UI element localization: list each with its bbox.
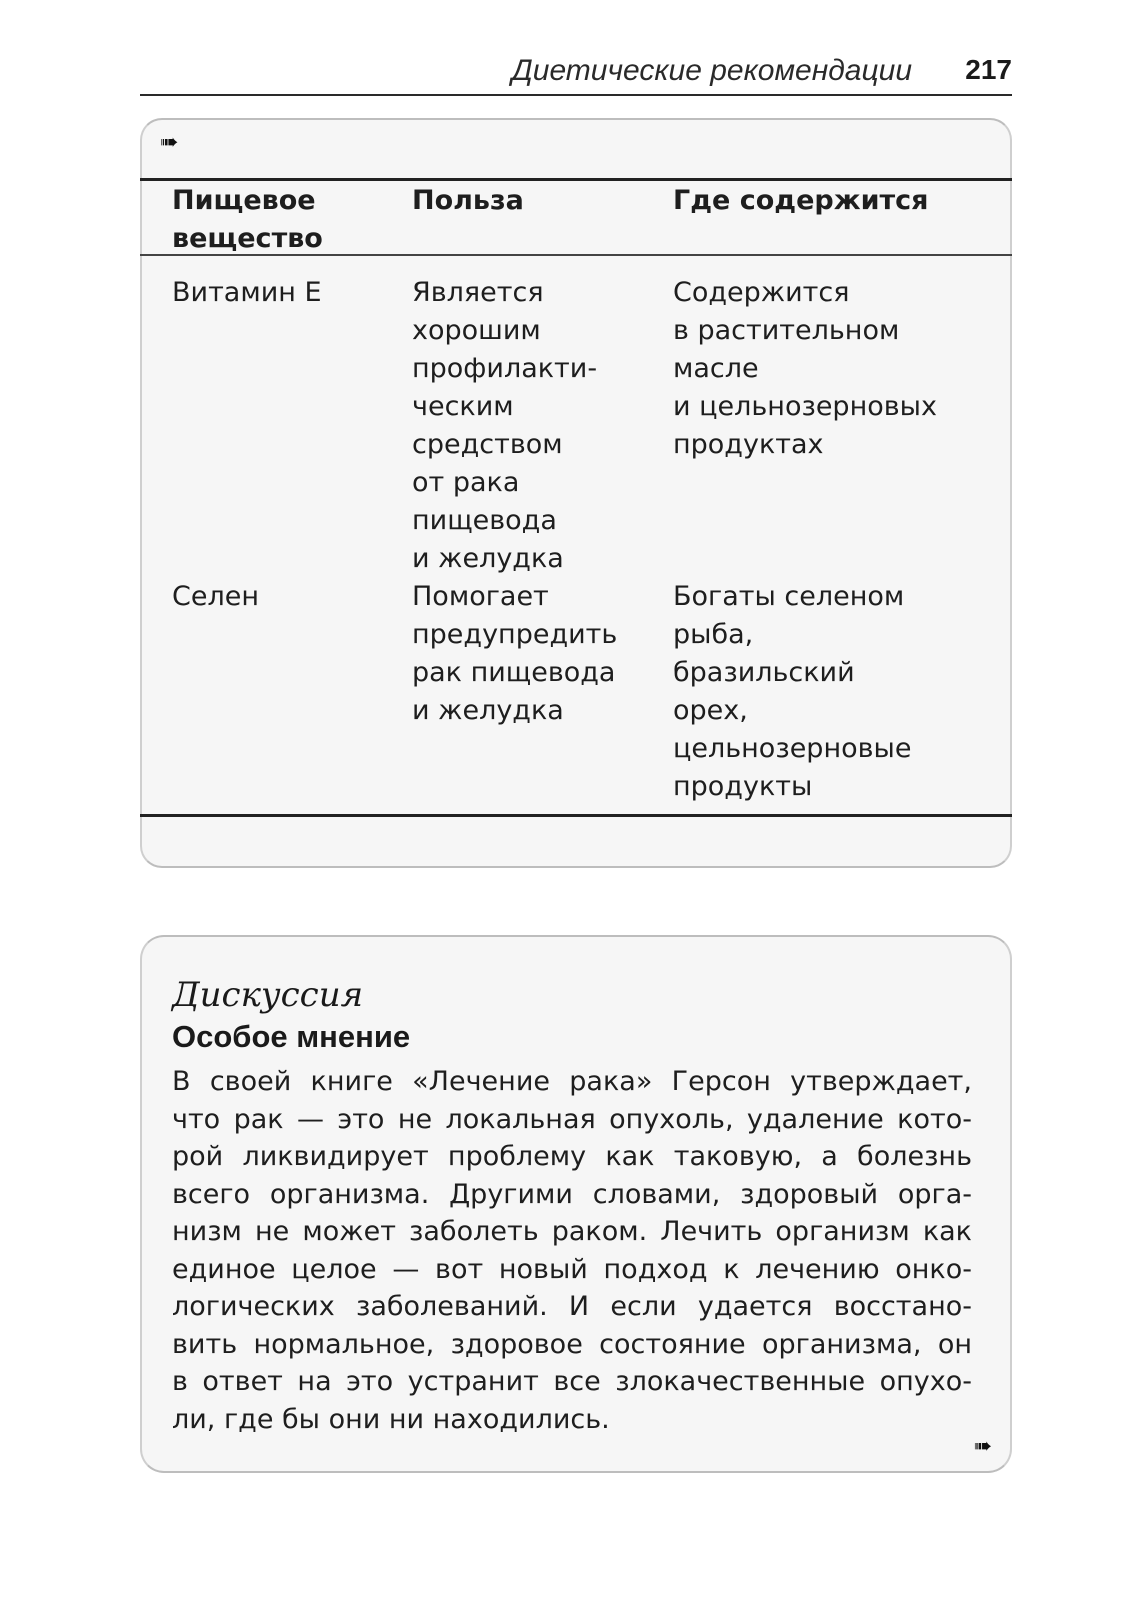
arrow-right-icon: ➠ [973, 1434, 992, 1459]
column-header-source: Где содержится [673, 185, 929, 216]
discussion-line: ли, где бы они ни находились. [172, 1403, 610, 1435]
discussion-heading: Особое мнение [172, 1019, 411, 1054]
discussion-line: логических заболеваний. И если удается восстано- [172, 1291, 972, 1322]
discussion-line: всего организма. Другими словами, здоровый орга- [172, 1178, 972, 1210]
table-top-rule [140, 178, 1012, 181]
table-cell-source: Содержится в растительном масле и цельнозерновых продуктах [673, 277, 937, 460]
discussion-line: единое целое — вот новый подход к лечению онко- [172, 1253, 972, 1285]
discussion-line: низм не может заболеть раком. Лечить организм как [172, 1216, 972, 1247]
discussion-line: в ответ на это устранит все злокачественные опухо- [172, 1366, 972, 1397]
discussion-text [172, 1063, 972, 1438]
discussion-box [140, 935, 1012, 1473]
page-number: 217 [965, 54, 1012, 85]
table-cell-source: Богаты селеном рыба, бразильский орех, цельнозерновые продукты [673, 581, 912, 802]
column-header-substance: Пищевое вещество [172, 185, 323, 254]
table-header-rule [140, 254, 1012, 256]
discussion-line: вить нормальное, здоровое состояние организма, он [172, 1328, 972, 1360]
arrow-right-icon: ➠ [160, 130, 179, 155]
table-bottom-rule [140, 814, 1012, 817]
discussion-label: Дискуссия [172, 975, 364, 1015]
chapter-title: Диетические рекомендации [511, 54, 912, 87]
running-header [140, 52, 1012, 96]
column-header-benefit: Польза [412, 185, 524, 216]
table-cell-benefit: Помогает предупредить рак пищевода и желудка [412, 581, 618, 726]
discussion-line: рой ликвидирует проблему как таковую, а болезнь [172, 1141, 972, 1172]
table-cell-substance: Витамин Е [172, 277, 322, 308]
table-cell-benefit: Является хорошим профилакти- ческим средством от рака пищевода и желудка [412, 277, 598, 574]
discussion-line: что рак — это не локальная опухоль, удаление кото- [172, 1103, 972, 1135]
nutrient-table-box [140, 118, 1012, 868]
discussion-line: В своей книге «Лечение рака» Герсон утверждает, [172, 1066, 972, 1097]
table-cell-substance: Селен [172, 581, 259, 612]
